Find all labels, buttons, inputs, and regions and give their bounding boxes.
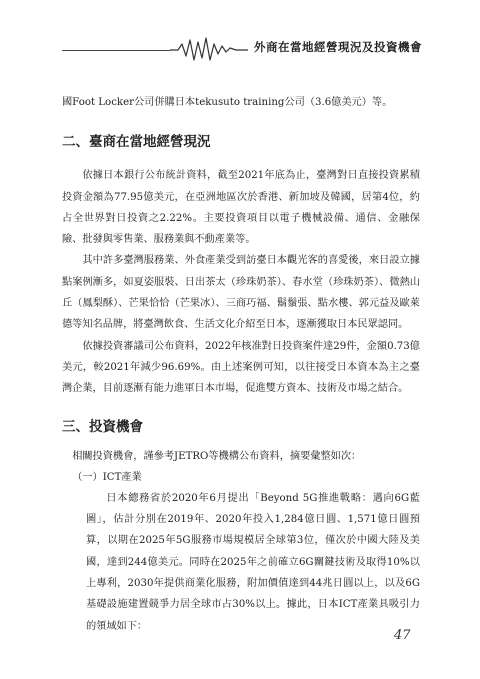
ict-paragraph: 日本總務省於2020年6月提出「Beyond 5G推進戰略：邁向6G藍圖」，估計分別在2019年、2020年投入1,284億日圓、1,571億日圓預算，以期在2025年5G服務市場規模居全球第3位，僅次於中國大陸及美國，達到244億美元。同時在2025年之前確立6G關鍵技術及取得10%以上專利，2030年提供商業化服務，附加價值達到44兆日圓以上，以及6G基礎設施建置競爭力居全球市占30%以上。據此，日本ICT產業具吸引力的領域如下： <box>86 492 420 632</box>
page-number: 47 <box>394 628 411 643</box>
subsection-heading-ict: （一）ICT產業 <box>72 471 142 483</box>
intro-line: 國Foot Locker公司併購日本tekusuto training公司（3.6億美元）等。 <box>62 97 393 108</box>
section2-paragraph-3: 依據投資審議司公布資料，2022年核准對日投資案件達29件，金額0.73億美元，較2021年減少96.69%。由上述案例可知，以往接受日本資本為主之臺灣企業，目前逐漸有能力進軍日本市場，促進雙方資本、技術及市場之結合。 <box>62 340 420 395</box>
section-heading-2: 二、臺商在當地經營現況 <box>62 134 211 151</box>
page-content <box>62 92 420 637</box>
section2-paragraph-2: 其中許多臺灣服務業、外食產業受到訪臺日本觀光客的喜愛後，來日設立據點案例漸多，如夏姿服裝、日出茶太（珍珠奶茶）、春水堂（珍珠奶茶）、微熱山丘（鳳梨酥）、芒果恰恰（芒果冰）、三商巧福、鬍鬚張、點水樓、郭元益及歐萊德等知名品牌，將臺灣飲食、生活文化介紹至日本，逐漸獲取日本民眾認同。 <box>62 255 420 331</box>
header-title: 外商在當地經營現況及投資機會 <box>248 38 422 56</box>
section-heading-3: 三、投資機會 <box>62 418 143 435</box>
running-header <box>62 36 422 64</box>
section2-paragraph-1: 依據日本銀行公布統計資料，截至2021年底為止，臺灣對日直接投資累積投資金額為77.95億美元，在亞洲地區次於香港、新加坡及韓國，居第4位，約占全世界對日投資之2.22%。主要投資項目以電子機械設備、通信、金融保險、批發與零售業、服務業與不動產業等。 <box>62 170 420 246</box>
section3-intro: 相關投資機會，謹參考JETRO等機構公布資料，摘要彙整如次： <box>72 450 362 462</box>
